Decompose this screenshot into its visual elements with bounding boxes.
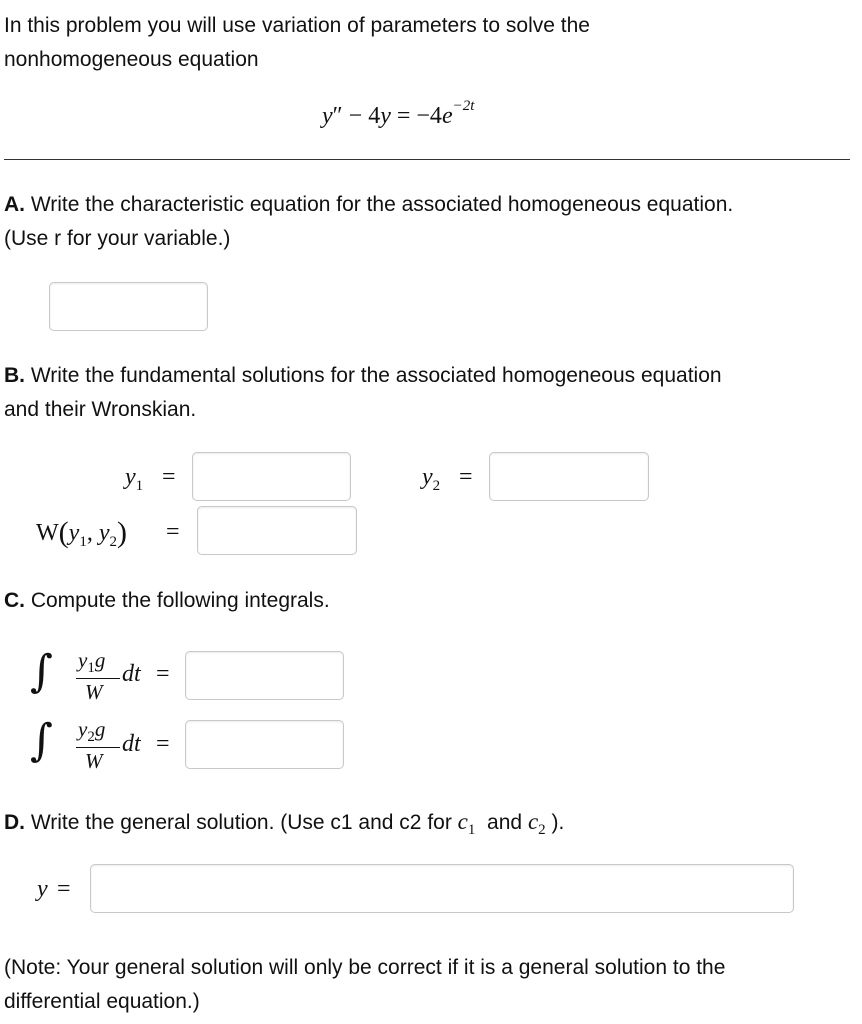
y1-label: $y_1$ [125,464,144,494]
part-c-line [4,584,330,618]
part-b-line-1 [4,359,722,393]
part-a-label: A. [4,193,25,216]
c2-symbol: c [527,809,539,834]
equation-prime: ″ [332,103,343,129]
integral-2-bar [76,747,120,748]
integral-sign-1: ∫ [30,646,53,697]
equation-y2: y [380,103,391,129]
intro-line-2: nonhomogeneous equation [4,48,259,71]
wronskian-equals: = [166,519,180,545]
integral-1-equals: = [156,661,170,687]
part-c-label: C. [4,589,25,612]
note-line-1: (Note: Your general solution will only be correct if it is a general solution to the [4,956,726,979]
characteristic-equation-input[interactable] [49,282,208,331]
integral-2-equals: = [156,731,170,757]
wronskian-input[interactable] [197,506,357,555]
y1-equals: = [162,464,176,490]
general-solution-label: y [37,876,48,902]
integral-2-fraction [76,717,122,777]
main-equation [322,98,475,130]
part-a-text: Write the characteristic equation for the associated homogeneous equation. [25,193,734,216]
general-solution-input[interactable] [90,864,794,913]
integral-1-bar [76,678,120,679]
part-d-label: D. [4,811,25,834]
part-d-text: Write the general solution. (Use c1 and c2 for [25,811,458,834]
part-b-label: B. [4,364,25,387]
wronskian-label: $W(y_1$, $y_2$) [36,516,127,550]
integral-1-fraction [76,648,122,708]
section-divider [4,159,850,160]
integral-2-dt: dt [122,731,141,757]
note-line-2: differential equation.) [4,990,200,1013]
part-c-text: Compute the following integrals. [25,589,330,612]
y1-input[interactable] [192,452,351,501]
integral-2-denominator: W [85,749,103,773]
y2-label: $y_2$ [422,464,441,494]
part-b-line-2: and their Wronskian. [4,398,197,421]
c1-symbol: c [457,809,468,834]
equation-e: e [441,103,453,129]
y2-equals: = [459,464,473,490]
intro-line-1: In this problem you will use variation of parameters to solve the [4,14,590,37]
part-d-line: D. Write the general solution. (Use c1 and c2 for $c_1$ and $c_2$ ). [4,809,565,839]
part-a-line-2: (Use r for your variable.) [4,227,231,250]
part-b-text: Write the fundamental solutions for the associated homogeneous equation [25,364,722,387]
equation-exponent: −2t [452,98,475,114]
equation-y: y [322,103,333,129]
integral-1-denominator: W [85,680,103,704]
integral-1-numerator: $y_1g$ [78,648,106,677]
y2-input[interactable] [489,452,649,501]
equation-equals: = −4 [390,103,442,129]
integral-sign-2: ∫ [30,715,53,766]
equation-minus: − 4 [342,103,381,129]
general-solution-equals: = [57,876,71,902]
integral-1-input[interactable] [185,651,344,700]
integral-2-input[interactable] [185,720,344,769]
part-a-line-1 [4,188,733,222]
integral-1-dt: dt [122,661,141,687]
integral-2-numerator: $y_2g$ [78,717,106,746]
